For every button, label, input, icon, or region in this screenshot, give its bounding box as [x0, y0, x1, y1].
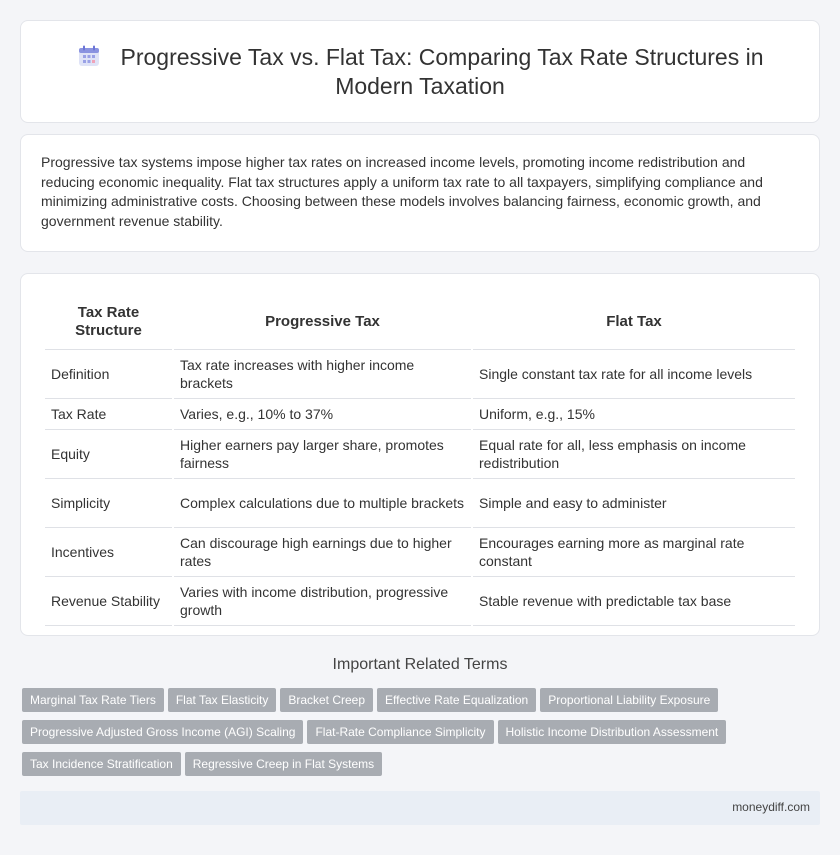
- footer: [20, 791, 820, 825]
- table-cell: Definition: [45, 350, 172, 399]
- header-card: [20, 20, 820, 123]
- table-row: [45, 350, 795, 399]
- table-cell: Revenue Stability: [45, 577, 172, 626]
- table-header-row: [45, 294, 795, 350]
- table-row: [45, 528, 795, 577]
- related-term-tag[interactable]: Effective Rate Equalization: [377, 688, 536, 712]
- table-cell: Stable revenue with predictable tax base: [473, 577, 795, 626]
- table-row: [45, 399, 795, 430]
- title-wrap: [21, 43, 819, 101]
- column-header: Tax Rate Structure: [45, 294, 172, 350]
- related-term-tag[interactable]: Tax Incidence Stratification: [22, 752, 181, 776]
- related-term-tag[interactable]: Flat Tax Elasticity: [168, 688, 276, 712]
- table-row: [45, 577, 795, 626]
- comparison-card: [20, 273, 820, 636]
- table-cell: Encourages earning more as marginal rate constant: [473, 528, 795, 577]
- related-terms-title: Important Related Terms: [332, 656, 508, 673]
- page-title: [60, 43, 780, 101]
- footer-site[interactable]: moneydiff.com: [732, 800, 810, 814]
- table-cell: Incentives: [45, 528, 172, 577]
- table-cell: Can discourage high earnings due to higher rates: [174, 528, 471, 577]
- table-cell: Varies with income distribution, progressive growth: [174, 577, 471, 626]
- related-terms-list: [22, 688, 822, 784]
- table-cell: Single constant tax rate for all income levels: [473, 350, 795, 399]
- table-cell: Simplicity: [45, 479, 172, 528]
- page-title-text: Progressive Tax vs. Flat Tax: Comparing Tax Rate Structures in Modern Taxation: [120, 44, 764, 99]
- intro-card: [20, 134, 820, 252]
- related-term-tag[interactable]: Proportional Liability Exposure: [540, 688, 718, 712]
- related-term-tag[interactable]: Holistic Income Distribution Assessment: [498, 720, 727, 744]
- table-cell: Varies, e.g., 10% to 37%: [174, 399, 471, 430]
- table-cell: Higher earners pay larger share, promotes fairness: [174, 430, 471, 479]
- related-term-tag[interactable]: Flat-Rate Compliance Simplicity: [307, 720, 493, 744]
- table-row: [45, 430, 795, 479]
- related-term-tag[interactable]: Progressive Adjusted Gross Income (AGI) Scaling: [22, 720, 303, 744]
- table-cell: Complex calculations due to multiple brackets: [174, 479, 471, 528]
- column-header: Flat Tax: [473, 294, 795, 350]
- table-cell: Equity: [45, 430, 172, 479]
- column-header: Progressive Tax: [174, 294, 471, 350]
- table-row: [45, 479, 795, 528]
- table-cell: Uniform, e.g., 15%: [473, 399, 795, 430]
- related-term-tag[interactable]: Regressive Creep in Flat Systems: [185, 752, 382, 776]
- table-cell: Equal rate for all, less emphasis on income redistribution: [473, 430, 795, 479]
- table-cell: Tax rate increases with higher income brackets: [174, 350, 471, 399]
- comparison-table: [43, 294, 797, 626]
- intro-text: Progressive tax systems impose higher tax rates on increased income levels, promoting income redistribution and reducing economic inequality. Flat tax structures apply a uniform tax rate to all taxpayers, simplifying compliance and minimizing administrative costs. Choosing between these models involves balancing fairness, economic growth, and government revenue stability.: [41, 154, 763, 229]
- table-cell: Tax Rate: [45, 399, 172, 430]
- related-term-tag[interactable]: Marginal Tax Rate Tiers: [22, 688, 164, 712]
- calendar-icon: [77, 44, 101, 68]
- table-cell: Simple and easy to administer: [473, 479, 795, 528]
- related-term-tag[interactable]: Bracket Creep: [280, 688, 373, 712]
